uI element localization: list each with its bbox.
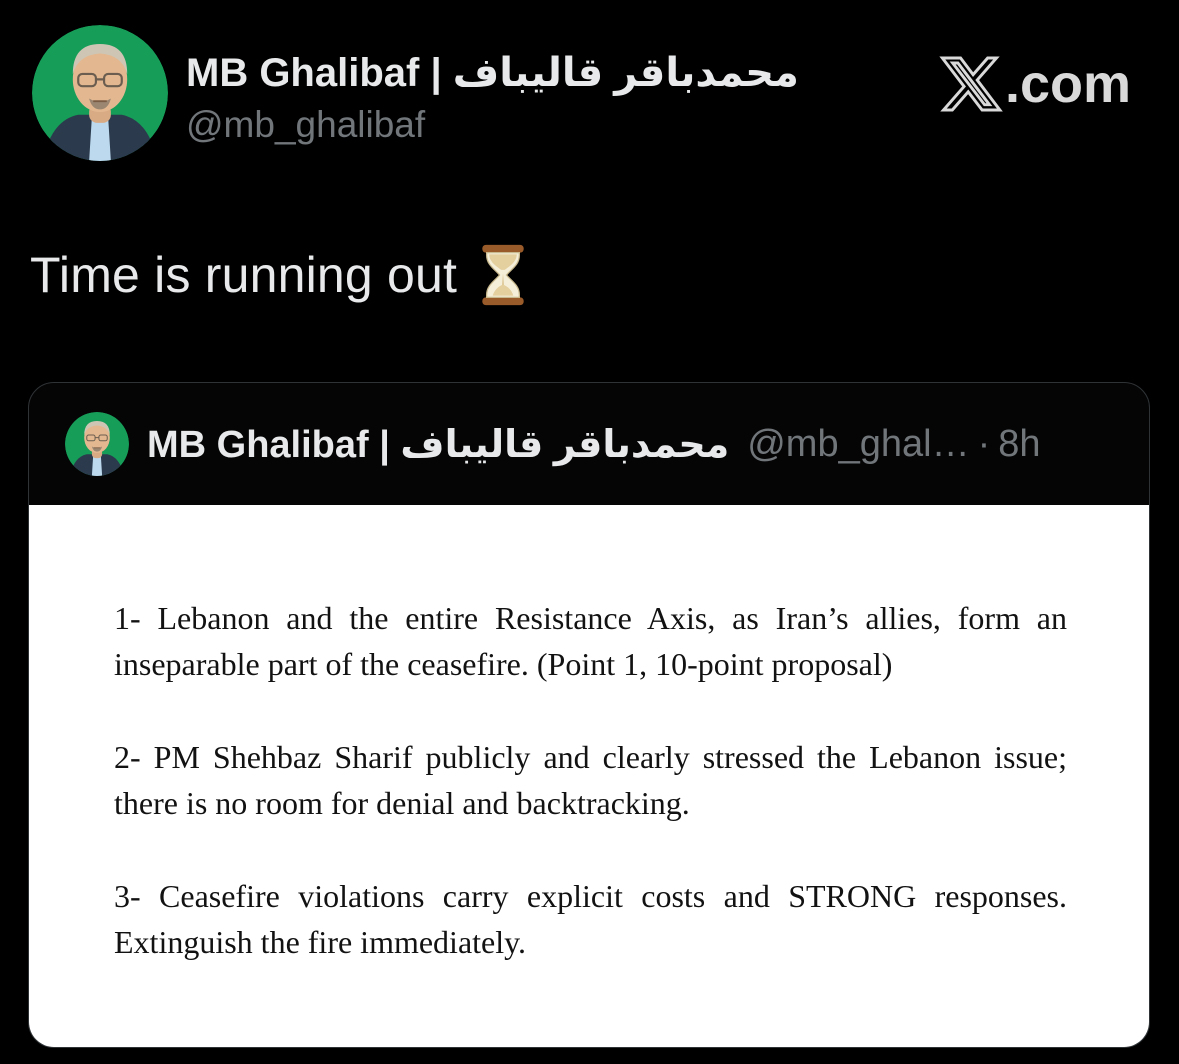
quoted-timestamp[interactable]: 8h <box>998 422 1041 465</box>
author-handle[interactable]: @mb_ghalibaf <box>186 104 426 145</box>
quoted-author-avatar[interactable] <box>65 412 129 476</box>
quoted-tweet-image[interactable] <box>29 505 1149 1047</box>
avatar-image-icon <box>65 412 129 476</box>
document-paragraph-2: 2- PM Shehbaz Sharif publicly and clearly stressed the Lebanon issue; there is no room for denial and backtracking. <box>114 739 1067 821</box>
quoted-tweet-card[interactable] <box>28 382 1150 1048</box>
x-com-label: .com <box>1004 54 1131 114</box>
quoted-tweet-header <box>29 383 1149 505</box>
x-com-watermark <box>939 52 1131 116</box>
meta-separator: · <box>977 422 991 465</box>
quoted-author-meta <box>747 423 1040 466</box>
author-avatar[interactable] <box>32 25 168 161</box>
author-name[interactable]: MB Ghalibaf | محمدباقر قالیباف <box>186 51 799 95</box>
quoted-author-handle[interactable]: @mb_ghal… <box>747 422 970 465</box>
document-paragraph-1: 1- Lebanon and the entire Resistance Axis, as Iran’s allies, form an inseparable part of the ceasefire. (Point 1, 10-point proposal) <box>114 600 1067 682</box>
author-block <box>186 50 799 146</box>
hourglass-emoji-icon <box>475 244 531 306</box>
quoted-author-name[interactable]: MB Ghalibaf | محمدباقر قالیباف <box>147 423 730 466</box>
avatar-image-icon <box>32 25 168 161</box>
tweet-text: Time is running out <box>30 247 458 303</box>
x-logo-icon <box>939 52 1003 116</box>
document-paragraph-3: 3- Ceasefire violations carry explicit costs and STRONG responses. Extinguish the fire immediately. <box>114 878 1067 960</box>
tweet-body <box>30 244 531 306</box>
